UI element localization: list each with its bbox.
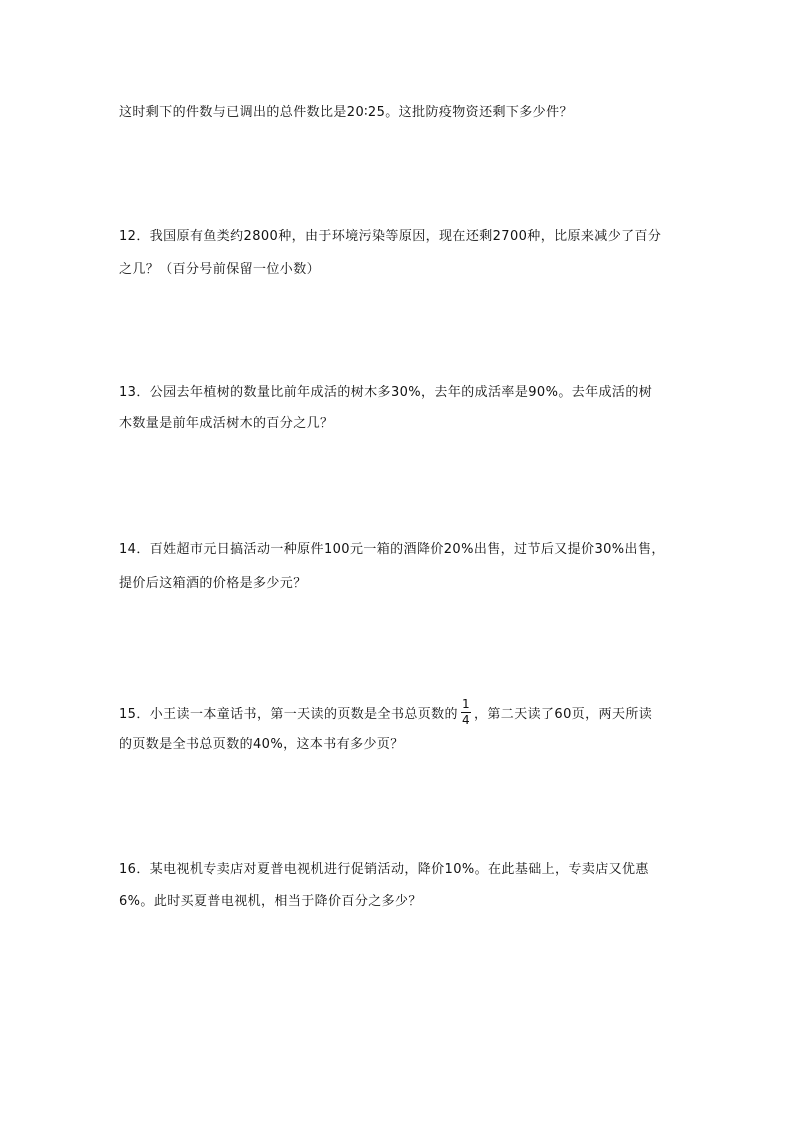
problem-12-line-2: 之几？（百分号前保留一位小数）: [119, 262, 321, 277]
problem-13-line-2: 木数量是前年成活树木的百分之几？: [119, 416, 334, 431]
problem-15-line-2: 的页数是全书总页数的40%，这本书有多少页？: [119, 737, 404, 752]
fraction-denominator: 4: [461, 713, 470, 727]
problem-14-line-2: 提价后这箱酒的价格是多少元？: [119, 576, 307, 591]
problem-15-line-1-before: 15．小王读一本童话书，第一天读的页数是全书总页数的: [119, 707, 458, 722]
problem-16-line-2: 6%。此时买夏普电视机，相当于降价百分之多少？: [119, 894, 422, 909]
problem-11-tail-line-1: 这时剩下的件数与已调出的总件数比是20∶25。这批防疫物资还剩下多少件？: [119, 105, 573, 120]
problem-16-line-1: 16．某电视机专卖店对夏普电视机进行促销活动，降价10%。在此基础上，专卖店又优惠: [119, 862, 649, 877]
problem-15-line-1-after: ，第二天读了60页，两天所读: [474, 707, 653, 722]
fraction-one-quarter: [461, 698, 471, 727]
problem-15-line-1: [119, 697, 653, 729]
problem-12-line-1: 12．我国原有鱼类约2800种，由于环境污染等原因，现在还剩2700种，比原来减少了百分: [119, 229, 662, 244]
problem-14-line-1: 14．百姓超市元日搞活动一种原件100元一箱的酒降价20%出售，过节后又提价30%出售，: [119, 542, 665, 557]
problem-13-line-1: 13．公园去年植树的数量比前年成活的树木多30%，去年的成活率是90%。去年成活的树: [119, 385, 653, 400]
fraction-numerator: 1: [461, 697, 470, 711]
